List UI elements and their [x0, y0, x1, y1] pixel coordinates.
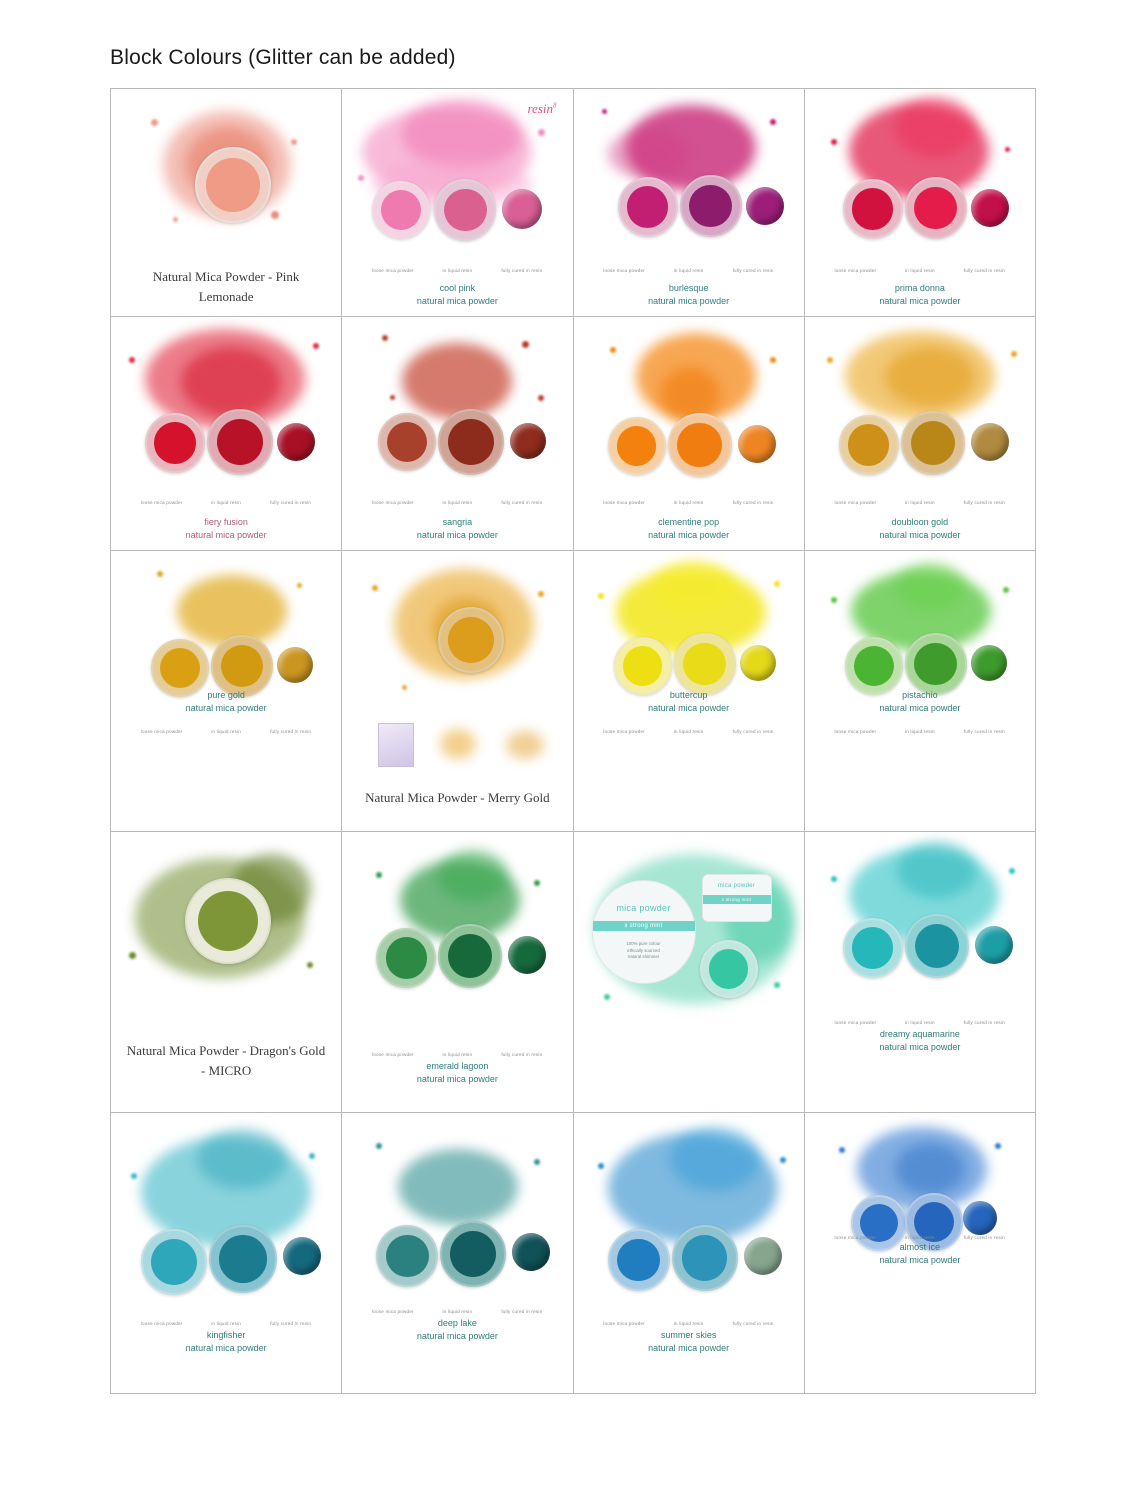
cell-caption: pure gold natural mica powder [185, 689, 267, 713]
colour-cell[interactable] [574, 89, 805, 317]
colour-cell[interactable] [111, 317, 342, 551]
cell-caption: kingfisher natural mica powder [185, 1329, 267, 1353]
colour-cell[interactable] [805, 89, 1036, 317]
brand-mark: resin$^8$ [527, 101, 557, 116]
swatch-labels: loose mica powder in liquid resin fully cured in resin [140, 500, 312, 506]
colour-cell[interactable] [342, 317, 573, 551]
cell-caption: cool pink natural mica powder [416, 282, 498, 306]
cell-caption: fiery fusion natural mica powder [185, 516, 267, 540]
powder-artwork [574, 832, 804, 1112]
swatch-labels: loose mica powder in liquid resin fully cured in resin [372, 1309, 543, 1315]
colour-cell[interactable] [805, 551, 1036, 832]
colour-cell[interactable] [574, 317, 805, 551]
cell-caption: emerald lagoon natural mica powder [416, 1060, 498, 1084]
colour-grid [110, 88, 1036, 1394]
colour-cell[interactable] [342, 1113, 573, 1394]
powder-artwork [342, 317, 572, 514]
cell-caption: sangria natural mica powder [416, 516, 498, 540]
cell-caption: buttercup natural mica powder [648, 689, 730, 713]
colour-cell[interactable] [111, 89, 342, 317]
colour-cell[interactable] [574, 551, 805, 832]
product-tin [592, 880, 696, 984]
cell-caption: pistachio natural mica powder [879, 689, 961, 713]
colour-cell[interactable] [342, 832, 573, 1113]
colour-cell[interactable] [805, 832, 1036, 1113]
page-title: Block Colours (Glitter can be added) [110, 46, 456, 69]
tin-title: mica powder [616, 903, 671, 913]
product-tin-small [702, 874, 772, 922]
cell-caption: Natural Mica Powder - Merry Gold [365, 789, 550, 805]
swatch-labels: loose mica powder in liquid resin fully cured in resin [603, 729, 774, 735]
cell-caption: prima donna natural mica powder [879, 282, 961, 306]
tin-small-band: x strong mint [703, 895, 771, 904]
cell-caption: summer skies natural mica powder [648, 1329, 730, 1353]
colour-cell[interactable] [111, 1113, 342, 1394]
powder-artwork [574, 89, 804, 280]
powder-artwork [111, 317, 341, 514]
tin-small-title: mica powder [717, 883, 756, 889]
powder-artwork [805, 317, 1035, 514]
swatch-labels: loose mica powder in liquid resin fully cured in resin [603, 268, 774, 274]
powder-artwork [805, 89, 1035, 280]
colour-cell[interactable] [111, 551, 342, 832]
swatch-labels: loose mica powder in liquid resin fully cured in resin [372, 1052, 543, 1058]
swatch-labels: loose mica powder in liquid resin fully cured in resin [603, 500, 774, 506]
cell-caption: dreamy aquamarine natural mica powder [879, 1028, 961, 1052]
cell-caption: doubloon gold natural mica powder [879, 516, 961, 540]
colour-cell[interactable] [342, 89, 573, 317]
cell-caption: clementine pop natural mica powder [648, 516, 730, 540]
tin-band: x strong mint [593, 921, 695, 931]
cell-caption: deep lake natural mica powder [416, 1317, 498, 1341]
product-card-icon [378, 723, 414, 767]
cell-caption: Natural Mica Powder - Dragon's Gold - MICRO [126, 1043, 326, 1078]
swatch-labels: loose mica powder in liquid resin fully cured in resin [372, 268, 543, 274]
powder-artwork [111, 89, 341, 261]
colour-cell[interactable] [805, 1113, 1036, 1394]
swatch-labels: loose mica powder in liquid resin fully cured in resin [834, 1020, 1005, 1026]
swatch-labels: loose mica powder in liquid resin fully cured in resin [372, 500, 543, 506]
colour-cell[interactable] [111, 832, 342, 1113]
swatch-labels: loose mica powder in liquid resin fully cured in resin [834, 500, 1005, 506]
tin-sub: 100% pure colour ethically sourced natural shimmer [626, 941, 661, 960]
swatch-labels: loose mica powder in liquid resin fully cured in resin [834, 729, 1005, 735]
colour-cell[interactable] [574, 1113, 805, 1394]
swatch-labels: loose mica powder in liquid resin fully cured in resin [603, 1321, 774, 1327]
powder-artwork [574, 317, 804, 514]
cell-caption: Natural Mica Powder - Pink Lemonade [152, 269, 300, 304]
powder-artwork [342, 1113, 572, 1393]
colour-cell[interactable] [342, 551, 573, 832]
powder-artwork [342, 89, 572, 280]
swatch-labels: loose mica powder in liquid resin fully cured in resin [834, 268, 1005, 274]
cell-caption: almost ice natural mica powder [879, 1241, 961, 1265]
cell-caption: burlesque natural mica powder [648, 282, 730, 306]
swatch-labels: loose mica powder in liquid resin fully cured in resin [140, 1321, 312, 1327]
colour-cell[interactable] [805, 317, 1036, 551]
swatch-labels: loose mica powder in liquid resin fully cured in resin [834, 1235, 1005, 1241]
powder-artwork [805, 832, 1035, 1112]
swatch-labels: loose mica powder in liquid resin fully cured in resin [140, 729, 312, 735]
colour-cell[interactable] [574, 832, 805, 1113]
